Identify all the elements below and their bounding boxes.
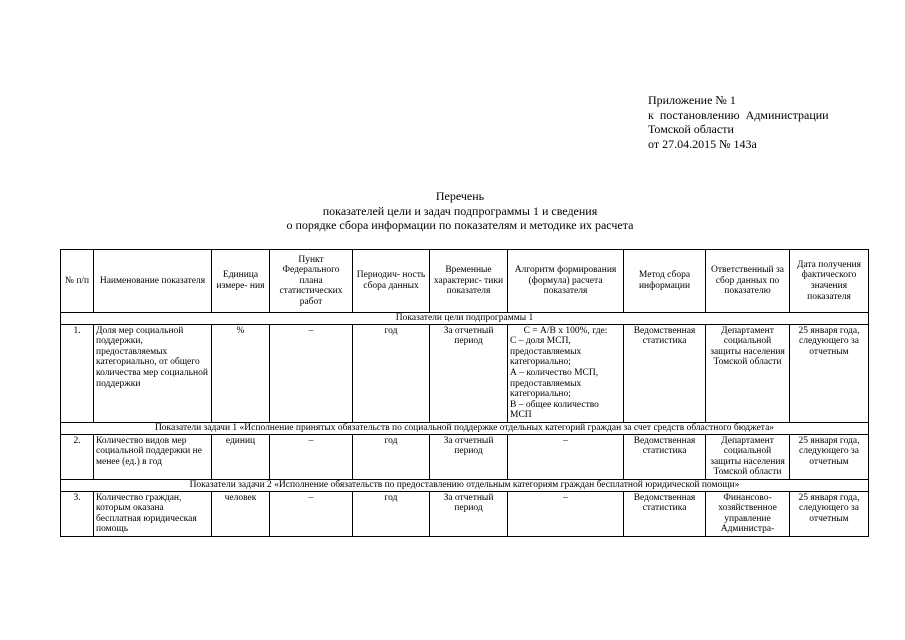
title-line: Перечень bbox=[435, 189, 485, 203]
section-row bbox=[61, 422, 869, 434]
section-title: Показатели задачи 2 «Исполнение обязательств по предоставлению отдельным категориям граждан бесплатной юридической помощи» bbox=[61, 479, 869, 491]
cell-algo bbox=[508, 324, 624, 422]
cell-time: За отчетный период bbox=[430, 324, 508, 422]
cell-method: Ведомственная статистика bbox=[624, 434, 706, 479]
section-title: Показатели задачи 1 «Исполнение принятых обязательств по социальной поддержке отдельных категорий граждан за счет средств областного бюджета» bbox=[61, 422, 869, 434]
header-plan: Пункт Федерального плана статистических работ bbox=[270, 250, 353, 313]
table-row bbox=[61, 434, 869, 479]
cell-plan: – bbox=[270, 324, 353, 422]
title-line: показателей цели и задач подпрограммы 1 и сведения bbox=[322, 203, 598, 218]
algo-b: В – общее количество МСП bbox=[510, 399, 599, 421]
header-unit: Единица измере- ния bbox=[212, 250, 270, 313]
appendix-line: от 27.04.2015 № 143а bbox=[648, 136, 757, 151]
header-num: № п/п bbox=[61, 250, 94, 313]
appendix-block bbox=[648, 93, 829, 151]
cell-algo: – bbox=[508, 434, 624, 479]
header-period: Периодич- ность сбора данных bbox=[353, 250, 430, 313]
cell-resp: Департамент социальной защиты населения Томской области bbox=[706, 434, 790, 479]
header-algo: Алгоритм формирования (формула) расчета показателя bbox=[508, 250, 624, 313]
cell-name: Количество видов мер социальной поддержки не менее (ед.) в год bbox=[94, 434, 212, 479]
section-title: Показатели цели подпрограммы 1 bbox=[61, 313, 869, 325]
cell-time: За отчетный период bbox=[430, 491, 508, 536]
cell-unit: % bbox=[212, 324, 270, 422]
algo-c: С – доля МСП, предоставляемых категориально; bbox=[510, 336, 582, 368]
algo-formula: С = А/В х 100%, где: bbox=[523, 325, 608, 336]
cell-name: Доля мер социальной поддержки, предоставляемых категориально, от общего количества мер социальной поддержки bbox=[94, 324, 212, 422]
section-row bbox=[61, 313, 869, 325]
appendix-line: к постановлению Администрации bbox=[648, 107, 829, 122]
cell-resp: Финансово-хозяйственное управление Администра- bbox=[706, 491, 790, 536]
cell-period: год bbox=[353, 434, 430, 479]
header-resp: Ответственный за сбор данных по показателю bbox=[706, 250, 790, 313]
document-title bbox=[0, 189, 905, 233]
cell-resp: Департамент социальной защиты населения Томской области bbox=[706, 324, 790, 422]
header-method: Метод сбора информации bbox=[624, 250, 706, 313]
cell-period: год bbox=[353, 324, 430, 422]
table-row bbox=[61, 324, 869, 422]
cell-plan: – bbox=[270, 434, 353, 479]
cell-unit: человек bbox=[212, 491, 270, 536]
table-row bbox=[61, 491, 869, 536]
cell-date: 25 января года, следующего за отчетным bbox=[790, 491, 869, 536]
title-line: о порядке сбора информации по показателям и методике их расчета bbox=[286, 218, 634, 232]
cell-time: За отчетный период bbox=[430, 434, 508, 479]
cell-num: 3. bbox=[61, 491, 94, 536]
cell-method: Ведомственная статистика bbox=[624, 491, 706, 536]
algo-a: А – количество МСП, предоставляемых категориально; bbox=[510, 367, 599, 400]
appendix-line: Томской области bbox=[648, 122, 734, 136]
section-row bbox=[61, 479, 869, 491]
cell-num: 2. bbox=[61, 434, 94, 479]
cell-date: 25 января года, следующего за отчетным bbox=[790, 434, 869, 479]
header-time: Временные характерис- тики показателя bbox=[430, 250, 508, 313]
indicators-table bbox=[60, 249, 869, 537]
cell-plan: – bbox=[270, 491, 353, 536]
cell-date: 25 января года, следующего за отчетным bbox=[790, 324, 869, 422]
cell-method: Ведомственная статистика bbox=[624, 324, 706, 422]
cell-algo: – bbox=[508, 491, 624, 536]
cell-unit: единиц bbox=[212, 434, 270, 479]
cell-period: год bbox=[353, 491, 430, 536]
cell-name: Количество граждан, которым оказана бесплатная юридическая помощь bbox=[94, 491, 212, 536]
table-header-row bbox=[61, 250, 869, 313]
cell-num: 1. bbox=[61, 324, 94, 422]
appendix-line: Приложение № 1 bbox=[648, 93, 736, 107]
header-name: Наименование показателя bbox=[94, 250, 212, 313]
header-date: Дата получения фактического значения показателя bbox=[790, 250, 869, 313]
